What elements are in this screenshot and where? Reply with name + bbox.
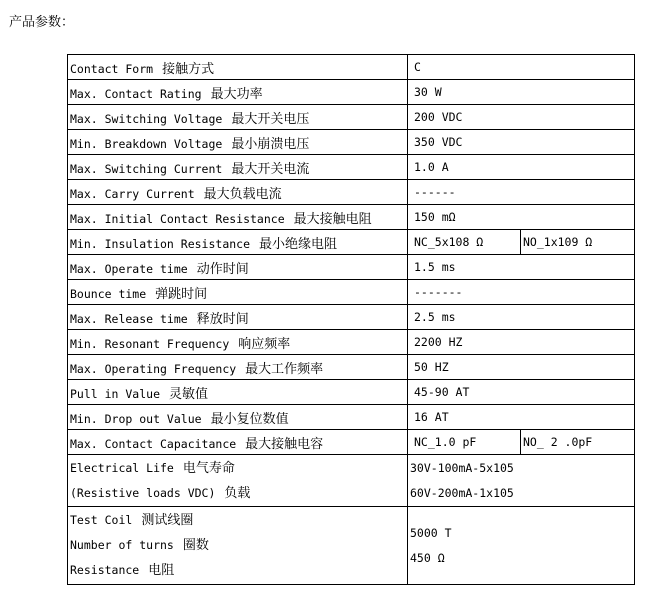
value-text: 150 mΩ [414,210,456,224]
value-text: 350 VDC [414,135,463,149]
param-cell [68,205,408,230]
param-name: Electrical Life [70,460,174,475]
table-row [68,205,635,230]
table-row [68,80,635,105]
param-name-zh: 最大接触电阻 [293,211,372,227]
param-name-zh: 最大开关电压 [231,111,310,127]
value-text: NC_5x108 Ω [414,235,484,249]
param-name-zh: 接触方式 [162,61,215,77]
param-name: Contact Form [70,61,154,76]
param-name: Bounce time [70,286,147,301]
section-heading: 产品参数： [9,15,75,30]
value-cell [408,305,635,330]
value-text: NO_ 2 .0pF [523,435,593,449]
value-text: 1.0 A [414,160,449,174]
value-cell [408,55,635,80]
param-cell [68,330,408,355]
param-cell [68,305,408,330]
value-cell [408,80,635,105]
param-name: Max. Release time [70,311,188,326]
param-name: Max. Switching Voltage [70,111,223,126]
table-row [68,130,635,155]
param-name: Max. Contact Rating [70,86,202,101]
param-name-zh: 最小崩溃电压 [231,136,310,152]
table-row [68,230,635,255]
table-row [68,330,635,355]
param-name-zh: 最大负载电流 [203,186,282,202]
table-row [68,455,635,507]
param-cell [68,255,408,280]
param-name-zh: 电阻 [148,563,175,578]
value-text: NO_1x109 Ω [523,235,593,249]
param-cell [68,405,408,430]
param-name: Max. Switching Current [70,161,223,176]
param-cell [68,280,408,305]
value-text: 60V-200mA-1x105 [410,485,514,500]
param-name: Max. Carry Current [70,186,195,201]
param-name: Test Coil [70,513,133,527]
param-name: Min. Insulation Resistance [70,236,251,251]
value-cell [408,155,635,180]
param-name: Max. Contact Capacitance [70,436,237,451]
param-name-zh: 释放时间 [196,311,249,327]
param-name: (Resistive loads VDC) [70,485,216,500]
param-cell [68,455,408,507]
param-cell [68,230,408,255]
param-cell [68,430,408,455]
value-cell [408,105,635,130]
value-cell [408,280,635,305]
table-row [68,380,635,405]
param-cell [68,155,408,180]
value-text: 1.5 ms [414,260,456,274]
param-name: Max. Operate time [70,261,188,276]
param-name: Resistance [70,563,140,577]
value-text: ------ [414,185,456,199]
table-row [68,180,635,205]
value-cell-secondary [521,230,635,255]
value-text: 50 HZ [414,360,449,374]
spec-table [67,54,635,585]
param-name-zh: 最大开关电流 [231,161,310,177]
param-name-zh: 最大功率 [210,86,263,102]
value-text: 30 W [414,85,442,99]
value-text: ------- [414,285,463,299]
table-row [68,255,635,280]
param-name: Number of turns [70,538,174,552]
param-name-zh: 灵敏值 [169,386,209,402]
value-cell [408,330,635,355]
param-cell [68,105,408,130]
value-cell [408,255,635,280]
param-name: Pull in Value [70,386,161,401]
param-cell [68,380,408,405]
table-row [68,105,635,130]
value-cell [408,455,635,507]
param-cell [68,55,408,80]
table-row [68,430,635,455]
value-cell [408,205,635,230]
param-name-zh: 测试线圈 [141,513,194,528]
param-name-zh: 负载 [224,485,251,501]
value-cell [408,130,635,155]
value-text: 5000 T [410,525,452,540]
value-text: NC_1.0 pF [414,435,477,449]
param-name-zh: 最大工作频率 [245,361,324,377]
table-row [68,280,635,305]
value-text: 45-90 AT [414,385,470,399]
param-name: Max. Initial Contact Resistance [70,211,285,226]
value-cell-secondary [521,430,635,455]
table-row [68,355,635,380]
value-text: 450 Ω [410,550,445,565]
param-name: Max. Operating Frequency [70,361,237,376]
table-row [68,405,635,430]
param-name-zh: 圈数 [182,538,209,553]
param-cell [68,130,408,155]
value-text: 2.5 ms [414,310,456,324]
param-name-zh: 最小绝缘电阻 [259,236,338,252]
value-text: 16 AT [414,410,449,424]
param-name-zh: 弹跳时间 [155,286,208,302]
table-row [68,305,635,330]
param-name-zh: 响应频率 [238,336,291,352]
param-name: Min. Drop out Value [70,411,202,426]
value-text: C [414,60,421,74]
param-cell [68,80,408,105]
table-row [68,507,635,585]
value-cell [408,230,521,255]
value-text: 30V-100mA-5x105 [410,460,514,475]
param-name-zh: 动作时间 [196,261,249,277]
table-row [68,155,635,180]
param-cell [68,507,408,585]
param-name: Min. Breakdown Voltage [70,136,223,151]
value-cell [408,180,635,205]
value-cell [408,355,635,380]
value-cell [408,430,521,455]
value-text: 2200 HZ [414,335,463,349]
param-cell [68,355,408,380]
param-name: Min. Resonant Frequency [70,336,230,351]
table-row [68,55,635,80]
value-text: 200 VDC [414,110,463,124]
param-name-zh: 电气寿命 [182,460,235,476]
value-cell [408,380,635,405]
value-cell [408,507,635,585]
param-cell [68,180,408,205]
param-name-zh: 最小复位数值 [210,411,289,427]
param-name-zh: 最大接触电容 [245,436,324,452]
value-cell [408,405,635,430]
